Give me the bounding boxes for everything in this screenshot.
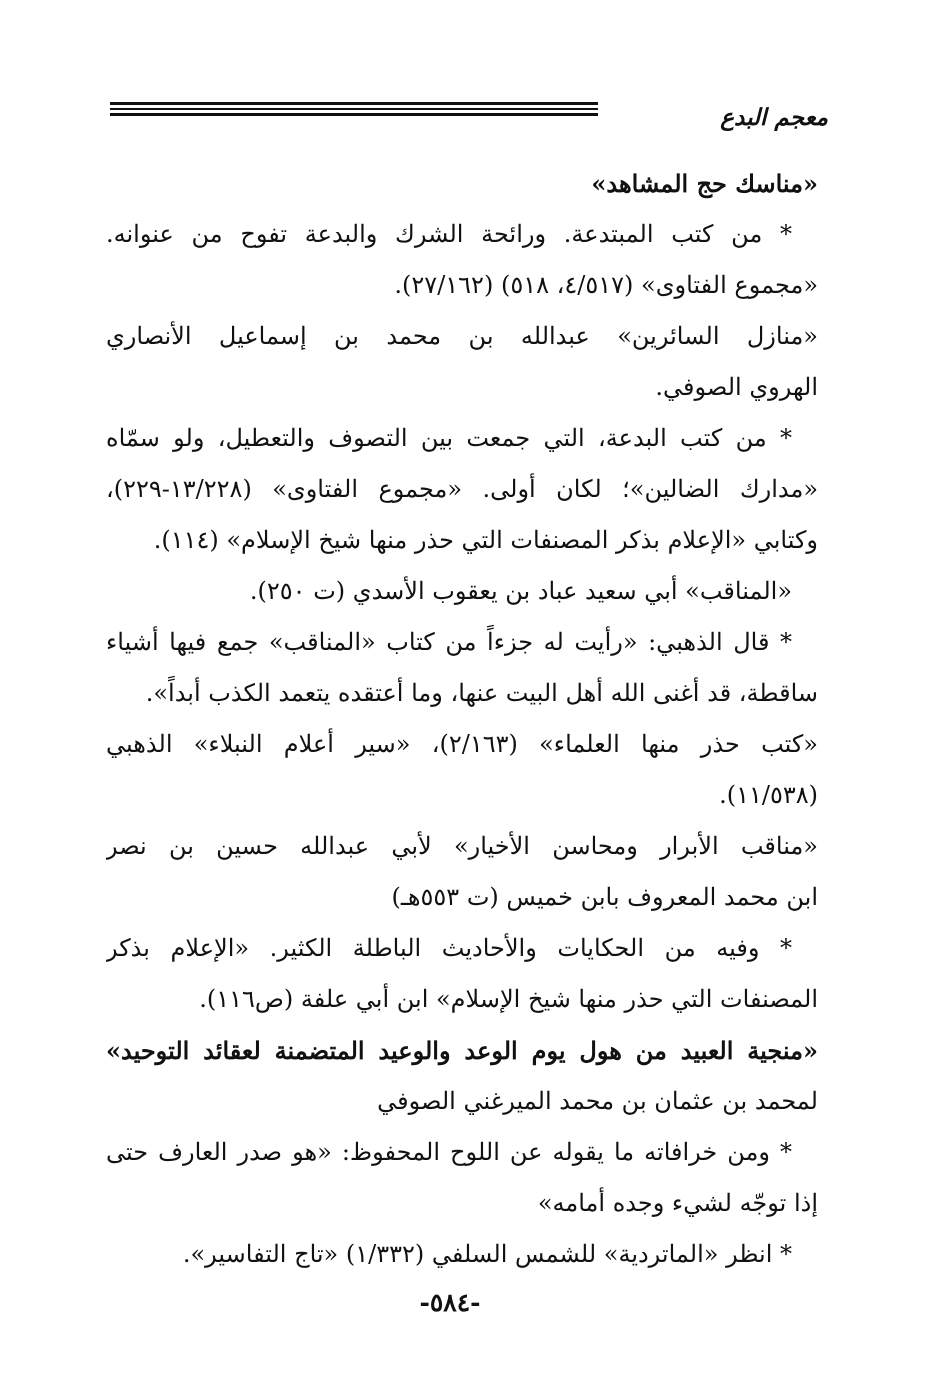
text-line: «مناقب الأبرار ومحاسن الأخيار» لأبي عبدالله حسين بن نصر — [106, 832, 818, 860]
text-line: * قال الذهبي: «رأيت له جزءاً من كتاب «المناقب» جمع فيها أشياء — [106, 628, 793, 656]
page-body — [106, 158, 818, 1280]
running-header — [110, 98, 828, 138]
text-line: * ومن خرافاته ما يقوله عن اللوح المحفوظ: «هو صدر العارف حتى — [106, 1138, 792, 1166]
page-number: -٥٨٤- — [419, 1288, 481, 1317]
text-line: «كتب حذر منها العلماء» (٢/١٦٣)، «سير أعلام النبلاء» الذهبي — [106, 730, 818, 758]
text-line: «مدارك الضالين»؛ لكان أولى. «مجموع الفتاوى» (١٣/٢٢٨-٢٢٩)، — [106, 475, 818, 503]
text-line: «منجية العبيد من هول يوم الوعد والوعيد المتضمنة لعقائد التوحيد» — [106, 1036, 818, 1065]
header-rule — [110, 102, 598, 105]
text-line: * وفيه من الحكايات والأحاديث الباطلة الكثير. «الإعلام بذكر — [106, 934, 792, 962]
text-line: إذا توجّه لشيء وجده أمامه» — [537, 1189, 818, 1217]
text-line: ساقطة، قد أغنى الله أهل البيت عنها، وما أعتقده يتعمد الكذب أبداً». — [145, 679, 818, 707]
text-line: الهروي الصوفي. — [655, 373, 818, 401]
text-line: * انظر «الماتردية» للشمس السلفي (١/٣٣٢) «تاج التفاسير». — [182, 1240, 792, 1268]
text-line: (١١/٥٣٨). — [719, 781, 818, 809]
text-line: «المناقب» أبي سعيد عباد بن يعقوب الأسدي (ت ٢٥٠). — [249, 577, 792, 605]
text-line: «مجموع الفتاوى» (٤/٥١٧، ٥١٨) (٢٧/١٦٢). — [394, 271, 818, 299]
text-line: «منازل السائرين» عبدالله بن محمد بن إسماعيل الأنصاري — [106, 322, 818, 350]
header-title: معجم البدع — [720, 104, 828, 131]
header-rule — [110, 108, 598, 110]
header-rule — [110, 113, 598, 116]
text-line: المصنفات التي حذر منها شيخ الإسلام» ابن أبي علفة (ص١١٦). — [199, 985, 818, 1013]
text-line: لمحمد بن عثمان بن محمد الميرغني الصوفي — [377, 1087, 818, 1115]
text-line: وكتابي «الإعلام بذكر المصنفات التي حذر منها شيخ الإسلام» (١١٤). — [153, 526, 818, 554]
text-line: ابن محمد المعروف بابن خميس (ت ٥٥٣هـ) — [391, 883, 818, 911]
text-line: «مناسك حج المشاهد» — [591, 169, 818, 198]
text-line: * من كتب البدعة، التي جمعت بين التصوف والتعطيل، ولو سمّاه — [106, 424, 792, 452]
text-line: * من كتب المبتدعة. ورائحة الشرك والبدعة تفوح من عنوانه. — [106, 220, 792, 248]
